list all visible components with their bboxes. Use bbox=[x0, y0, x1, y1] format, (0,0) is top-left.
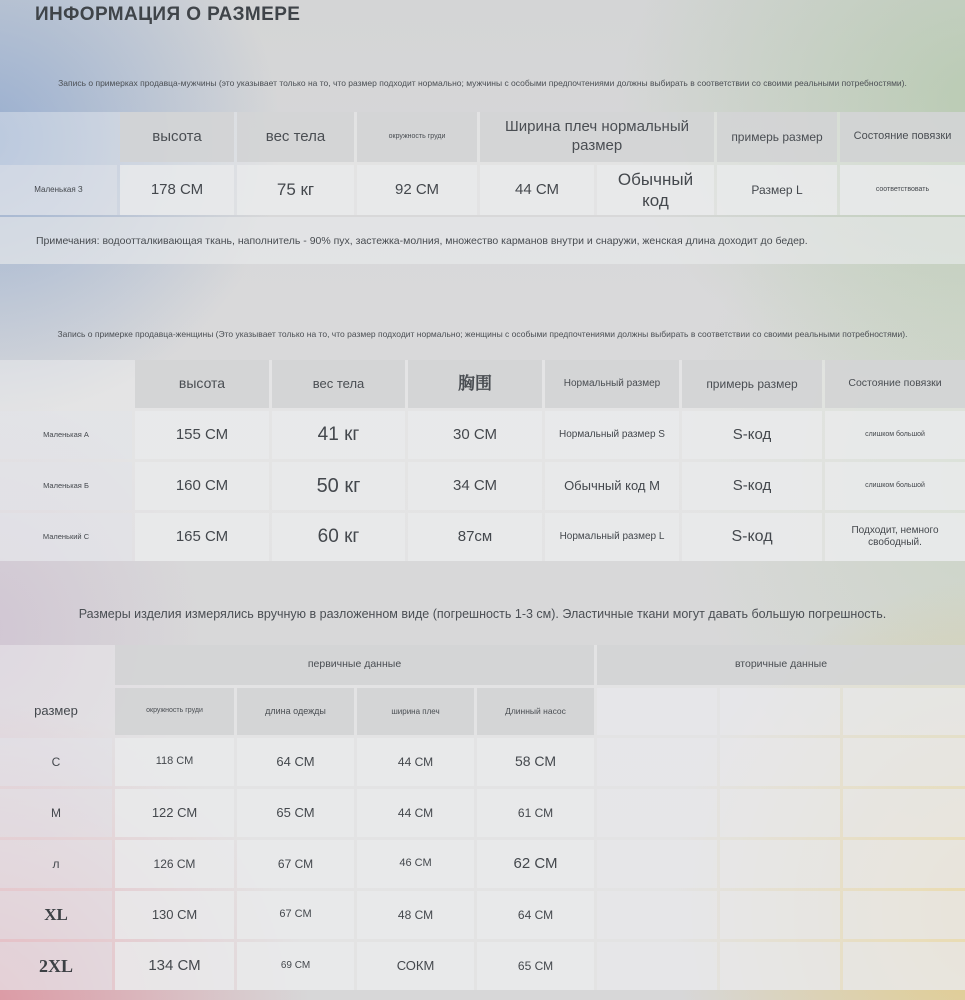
measure-note: Размеры изделия измерялись вручную в разложенном виде (погрешность 1-3 см). Эластичные ткани могут давать большую погрешность. bbox=[78, 607, 887, 621]
measure-row-sleeve: 61 СМ bbox=[477, 789, 594, 837]
measure-row-length: 67 СМ bbox=[237, 891, 354, 939]
measure-row-shoulder: 44 СМ bbox=[357, 789, 474, 837]
measure-row-size: XL bbox=[0, 891, 112, 939]
men-row-weight: 75 кг bbox=[237, 165, 354, 215]
measure-row-chest: 118 СМ bbox=[115, 738, 234, 786]
measure-row-shoulder: 48 СМ bbox=[357, 891, 474, 939]
measure-row-empty bbox=[597, 840, 717, 888]
women-row-label: Маленький С bbox=[0, 513, 132, 561]
men-row-example: Размер L bbox=[717, 165, 837, 215]
measure-header-empty bbox=[720, 688, 840, 735]
measure-header-empty bbox=[597, 688, 717, 735]
measure-row-empty bbox=[843, 789, 965, 837]
men-row-label: Маленькая З bbox=[0, 165, 117, 215]
women-row-fit: слишком большой bbox=[825, 462, 965, 510]
women-row-label: Маленькая Б bbox=[0, 462, 132, 510]
women-row-weight: 50 кг bbox=[272, 462, 405, 510]
measure-row-empty bbox=[597, 942, 717, 990]
women-header-normal-size: Нормальный размер bbox=[545, 360, 679, 408]
measure-row-empty bbox=[597, 789, 717, 837]
measure-table bbox=[0, 645, 965, 990]
women-row-chest: 87см bbox=[408, 513, 542, 561]
measure-row-length: 69 СМ bbox=[237, 942, 354, 990]
measure-group-primary: первичные данные bbox=[115, 645, 594, 685]
women-row-example: S-код bbox=[682, 513, 822, 561]
women-row-size: Обычный код M bbox=[545, 462, 679, 510]
measure-row-chest: 122 СМ bbox=[115, 789, 234, 837]
measure-table-corner bbox=[0, 645, 112, 685]
women-row-fit: Подходит, немного свободный. bbox=[825, 513, 965, 561]
measure-row-empty bbox=[597, 738, 717, 786]
men-fit-table bbox=[0, 112, 965, 215]
women-header-chest-cjk: 胸围 bbox=[408, 360, 542, 408]
women-row-example: S-код bbox=[682, 411, 822, 459]
women-row-weight: 41 кг bbox=[272, 411, 405, 459]
men-header-height: высота bbox=[120, 112, 234, 162]
measure-row-empty bbox=[843, 738, 965, 786]
measure-row-empty bbox=[720, 789, 840, 837]
measure-row-chest: 126 СМ bbox=[115, 840, 234, 888]
women-row-chest: 30 СМ bbox=[408, 411, 542, 459]
men-header-weight: вес тела bbox=[237, 112, 354, 162]
measure-row-empty bbox=[843, 840, 965, 888]
measure-row-sleeve: 58 СМ bbox=[477, 738, 594, 786]
measure-row-empty bbox=[843, 942, 965, 990]
men-row-shoulder: 44 СМ bbox=[480, 165, 594, 215]
page-title: ИНФОРМАЦИЯ О РАЗМЕРЕ bbox=[35, 4, 301, 25]
men-row-size-code: Обычный код bbox=[597, 165, 714, 215]
measure-row-empty bbox=[720, 840, 840, 888]
women-row-height: 155 СМ bbox=[135, 411, 269, 459]
measure-header-empty bbox=[843, 688, 965, 735]
women-fit-table bbox=[0, 360, 965, 561]
men-fit-note: Запись о примерках продавца-мужчины (это указывает только на то, что размер подходит нормально; мужчины с особыми предпочтениями должны выбирать в соответствии со своими реальными потребностями). bbox=[58, 78, 907, 88]
women-fit-note: Запись о примерке продавца-женщины (Это указывает только на то, что размер подходит нормально; женщины с особыми предпочтениями должны выбирать в соответствии со своими реальными потребностями). bbox=[57, 329, 908, 339]
women-row-chest: 34 СМ bbox=[408, 462, 542, 510]
men-table-corner bbox=[0, 112, 117, 162]
measure-row-length: 65 СМ bbox=[237, 789, 354, 837]
measure-header-size: размер bbox=[34, 703, 78, 719]
measure-row-length: 67 СМ bbox=[237, 840, 354, 888]
women-row-size: Нормальный размер S bbox=[545, 411, 679, 459]
measure-row-size: М bbox=[0, 789, 112, 837]
measure-row-sleeve: 64 СМ bbox=[477, 891, 594, 939]
women-row-label: Маленькая А bbox=[0, 411, 132, 459]
measure-header-sleeve: Длинный насос bbox=[477, 688, 594, 735]
measure-group-secondary: вторичные данные bbox=[597, 645, 965, 685]
women-header-weight: вес тела bbox=[272, 360, 405, 408]
men-header-fit: Состояние повязки bbox=[840, 112, 965, 162]
women-row-weight: 60 кг bbox=[272, 513, 405, 561]
measure-row-chest: 134 СМ bbox=[115, 942, 234, 990]
women-row-height: 160 СМ bbox=[135, 462, 269, 510]
men-header-shoulder-size: Ширина плеч нормальный размер bbox=[480, 112, 714, 162]
women-header-example: примерь размер bbox=[682, 360, 822, 408]
measure-header-chest: окружность груди bbox=[115, 688, 234, 735]
measure-row-size: С bbox=[0, 738, 112, 786]
women-header-fit: Состояние повязки bbox=[825, 360, 965, 408]
men-header-chest: окружность груди bbox=[357, 112, 477, 162]
women-row-size: Нормальный размер L bbox=[545, 513, 679, 561]
men-header-example: примерь размер bbox=[717, 112, 837, 162]
women-row-example: S-код bbox=[682, 462, 822, 510]
women-row-height: 165 СМ bbox=[135, 513, 269, 561]
women-header-height: высота bbox=[135, 360, 269, 408]
measure-row-empty bbox=[720, 942, 840, 990]
measure-row-empty bbox=[720, 738, 840, 786]
measure-row-empty bbox=[597, 891, 717, 939]
measure-row-chest: 130 СМ bbox=[115, 891, 234, 939]
women-table-corner bbox=[0, 360, 132, 408]
measure-row-shoulder: СОКМ bbox=[357, 942, 474, 990]
men-table-footnote: Примечания: водоотталкивающая ткань, наполнитель - 90% пух, застежка-молния, множество карманов внутри и снаружи, женская длина доходит до бедер. bbox=[0, 217, 965, 264]
measure-row-sleeve: 62 СМ bbox=[477, 840, 594, 888]
measure-row-shoulder: 44 СМ bbox=[357, 738, 474, 786]
measure-row-shoulder: 46 СМ bbox=[357, 840, 474, 888]
measure-row-empty bbox=[720, 891, 840, 939]
men-row-fit: соответствовать bbox=[840, 165, 965, 215]
men-row-height: 178 СМ bbox=[120, 165, 234, 215]
measure-row-size: 2XL bbox=[0, 942, 112, 990]
measure-row-size: л bbox=[0, 840, 112, 888]
measure-header-length: длина одежды bbox=[237, 688, 354, 735]
measure-header-shoulder: ширина плеч bbox=[357, 688, 474, 735]
measure-row-length: 64 СМ bbox=[237, 738, 354, 786]
measure-row-sleeve: 65 СМ bbox=[477, 942, 594, 990]
men-row-chest: 92 СМ bbox=[357, 165, 477, 215]
measure-row-empty bbox=[843, 891, 965, 939]
women-row-fit: слишком большой bbox=[825, 411, 965, 459]
